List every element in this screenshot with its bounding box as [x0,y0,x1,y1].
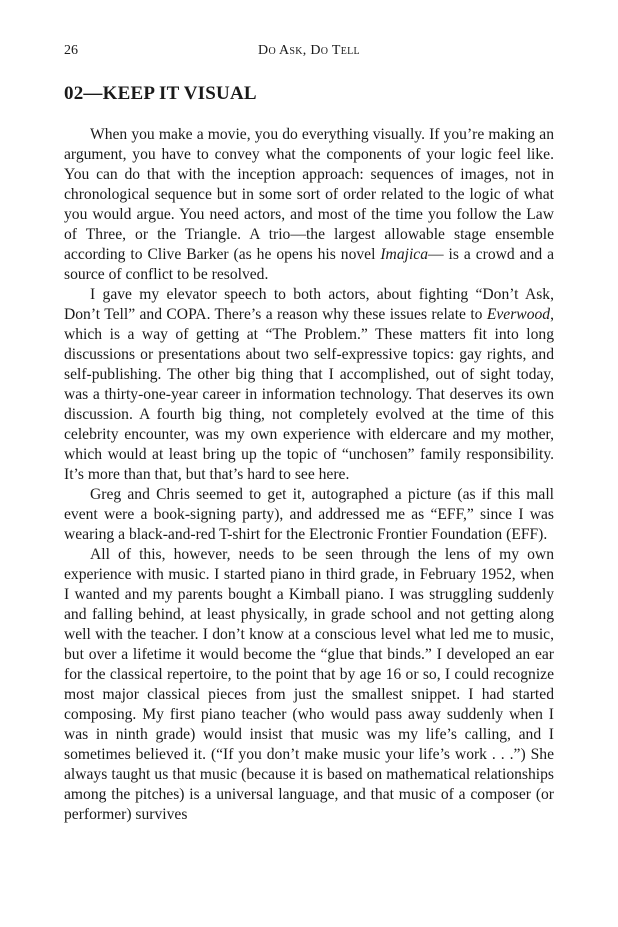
paragraph-1-text-b: — is a crowd and a source of conflict to be resolved. [64,246,554,283]
book-title-imajica: Imajica [380,246,428,263]
paragraph-3: Greg and Chris seemed to get it, autographed a picture (as if this mall event were a book-signing party), and addressed me as “EFF,” since I was wearing a black-and-red T-shirt for the Electronic Frontier Foundation (EFF). [64,486,554,543]
running-head [64,43,554,61]
paragraph-2-text-b: , which is a way of getting at “The Problem.” These matters fit into long discussions or presentations about two self-expressive topics: gay rights, and self-publishing. The other big thing that I accomplished, out of sight today, was a thirty-one-year career in information technology. That deserves its own discussion. A fourth big thing, not completely evolved at the time of this celebrity encounter, was my own experience with eldercare and my mother, which would at least bring up the topic of “unchosen” family responsibility. It’s more than that, but that’s hard to see here. [64,306,554,483]
body-text [64,125,554,825]
paragraph-4: All of this, however, needs to be seen through the lens of my own experience with music. I started piano in third grade, in February 1952, when I wanted and my parents bought a Kimball piano. I was struggling suddenly and falling behind, at least physically, in grade school and not getting along well with the teacher. I don’t know at a conscious level what led me to music, but over a lifetime it would become the “glue that binds.” I developed an ear for the classical repertoire, to the point that by age 16 or so, I could recognize most major classical pieces from just the smallest snippet. I had started composing. My first piano teacher (who would pass away suddenly when I was in ninth grade) would insist that music was my life’s calling, and I sometimes believed it. (“If you don’t make music your life’s work . . .”) She always taught us that music (because it is based on mathematical relationships among the pitches) is a universal language, and that music of a composer (or performer) survives [64,546,554,823]
section-heading: 02—KEEP IT VISUAL [64,83,257,104]
page-number: 26 [64,43,78,58]
show-title-everwood: Everwood [486,306,551,323]
paragraph-1 [64,125,554,285]
running-title: Do Ask, Do Tell [258,43,360,58]
paragraph-1-text-a: When you make a movie, you do everything visually. If you’re making an argument, you have to convey what the components of your logic feel like. You can do that with the inception approach: sequences of images, not in chronological sequence but in some sort of order related to the logic of what you would argue. You need actors, and most of the time you follow the Law of Three, or the Triangle. A trio—the largest allowable stage ensemble according to Clive Barker (as he opens his novel [64,126,554,263]
paragraph-2 [64,285,554,485]
paragraph-2-text-a: I gave my elevator speech to both actors, about fighting “Don’t Ask, Don’t Tell” and COPA. There’s a reason why these issues relate to [64,286,554,323]
